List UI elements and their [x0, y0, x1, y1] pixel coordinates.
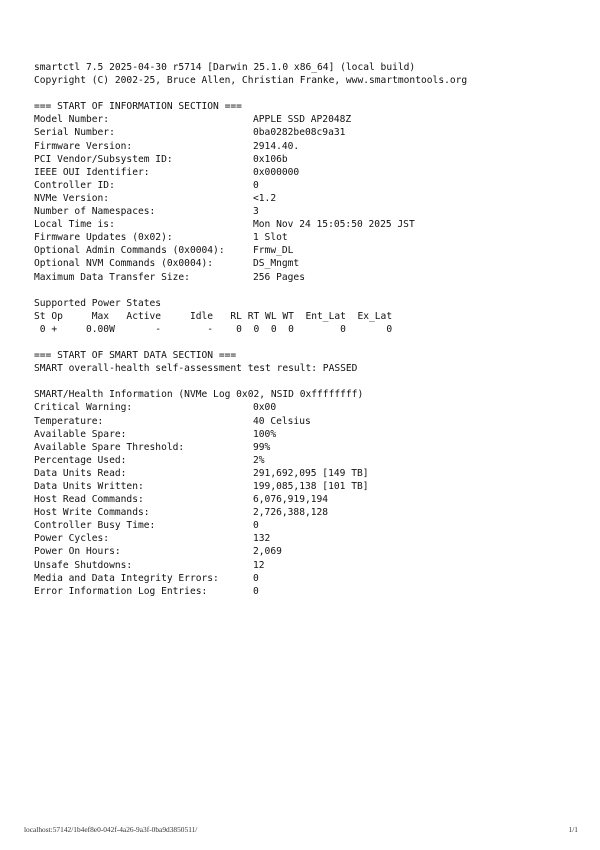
field-value: 40 Celsius [253, 415, 311, 427]
info-field [34, 113, 594, 126]
field-key: Host Read Commands: [34, 494, 144, 506]
info-field [34, 271, 594, 284]
smart-field [34, 585, 594, 598]
smart-field [34, 415, 594, 428]
field-value: 291,692,095 [149 TB] [253, 467, 369, 479]
field-key: Optional Admin Commands (0x0004): [34, 245, 225, 257]
field-value: 199,085,138 [101 TB] [253, 481, 369, 492]
field-key: Media and Data Integrity Errors: [34, 572, 219, 584]
spacer [34, 284, 594, 297]
smart-health-fields [34, 401, 594, 597]
smart-overall-result: SMART overall-health self-assessment test result: PASSED [34, 363, 358, 375]
info-field [34, 140, 594, 153]
smart-field [34, 480, 594, 493]
smart-field [34, 493, 594, 506]
field-value: Mon Nov 24 15:05:50 2025 JST [253, 219, 415, 231]
field-value: 0x000000 [253, 166, 300, 178]
field-key: Optional NVM Commands (0x0004): [34, 258, 214, 270]
spacer [34, 375, 594, 388]
smart-field [34, 519, 594, 532]
field-value: Frmw_DL [253, 245, 294, 257]
field-value: 0ba0282be08c9a31 [253, 127, 346, 139]
field-key: Available Spare Threshold: [34, 441, 185, 453]
field-value: 3 [253, 206, 259, 218]
field-key: Firmware Updates (0x02): [34, 232, 173, 244]
info-section-title: === START OF INFORMATION SECTION === [34, 101, 242, 113]
field-key: Temperature: [34, 415, 104, 427]
info-field [34, 192, 594, 205]
info-field [34, 126, 594, 139]
field-value: 0 [253, 572, 259, 584]
info-field [34, 244, 594, 257]
field-value: 12 [253, 559, 265, 571]
power-states-data-row: 0 + 0.00W - - 0 0 0 0 0 0 [34, 323, 393, 335]
smart-field [34, 467, 594, 480]
field-key: Critical Warning: [34, 402, 133, 414]
field-key: Available Spare: [34, 428, 127, 440]
smart-field [34, 545, 594, 558]
field-key: Percentage Used: [34, 454, 127, 466]
smart-health-title: SMART/Health Information (NVMe Log 0x02, NSID 0xffffffff) [34, 389, 364, 401]
field-key: Controller Busy Time: [34, 520, 156, 532]
field-key: NVMe Version: [34, 192, 110, 204]
field-key: Model Number: [34, 114, 110, 126]
field-value: 2% [253, 454, 265, 466]
power-states-title: Supported Power States [34, 297, 162, 309]
smart-field [34, 532, 594, 545]
field-value: 6,076,919,194 [253, 494, 329, 506]
footer-page-number: 1/1 [568, 825, 578, 834]
field-key: Firmware Version: [34, 140, 133, 152]
smart-field [34, 401, 594, 414]
field-key: Unsafe Shutdowns: [34, 559, 133, 571]
field-value: 256 Pages [253, 271, 305, 283]
field-value: <1.2 [253, 192, 277, 204]
field-value: 2,069 [253, 546, 282, 558]
info-field [34, 218, 594, 231]
field-value: 0 [253, 585, 259, 597]
field-key: Power Cycles: [34, 533, 110, 545]
info-field [34, 166, 594, 179]
field-key: Power On Hours: [34, 546, 121, 558]
field-key: Error Information Log Entries: [34, 585, 208, 597]
field-key: IEEE OUI Identifier: [34, 166, 150, 178]
field-key: Controller ID: [34, 179, 115, 191]
field-key: Serial Number: [34, 127, 115, 139]
field-value: 99% [253, 441, 271, 453]
field-key: Data Units Read: [34, 467, 127, 479]
info-field [34, 153, 594, 166]
field-value: 0 [253, 179, 259, 191]
smart-section-title: === START OF SMART DATA SECTION === [34, 350, 237, 362]
power-states-header-row: St Op Max Active Idle RL RT WL WT Ent_Lat Ex_Lat [34, 310, 393, 322]
field-key: Host Write Commands: [34, 507, 150, 519]
field-key: Maximum Data Transfer Size: [34, 271, 190, 283]
field-key: PCI Vendor/Subsystem ID: [34, 153, 173, 165]
footer-url: localhost:57142/1b4ef8e0-042f-4a26-9a3f-0ba9d3850511/ [24, 825, 198, 834]
smart-field [34, 506, 594, 519]
field-value: 0x106b [253, 153, 288, 165]
smart-field [34, 559, 594, 572]
field-key: Data Units Written: [34, 481, 144, 492]
smart-field [34, 428, 594, 441]
header-copyright-line: Copyright (C) 2002-25, Bruce Allen, Christian Franke, www.smartmontools.org [34, 75, 468, 87]
spacer [34, 336, 594, 349]
field-value: DS_Mngmt [253, 258, 300, 270]
field-value: 132 [253, 533, 271, 545]
field-value: 0x00 [253, 402, 277, 414]
field-value: 2914.40. [253, 140, 300, 152]
info-field [34, 257, 594, 270]
info-field [34, 179, 594, 192]
info-section-fields [34, 113, 594, 283]
field-value: 1 Slot [253, 232, 288, 244]
info-field [34, 205, 594, 218]
field-value: 2,726,388,128 [253, 507, 329, 519]
smartctl-output [34, 61, 594, 598]
smart-field [34, 441, 594, 454]
field-key: Local Time is: [34, 219, 115, 231]
field-value: APPLE SSD AP2048Z [253, 114, 352, 126]
smart-field [34, 572, 594, 585]
field-key: Number of Namespaces: [34, 206, 156, 218]
smart-field [34, 454, 594, 467]
print-footer [24, 825, 578, 834]
info-field [34, 231, 594, 244]
spacer [34, 87, 594, 100]
field-value: 100% [253, 428, 277, 440]
field-value: 0 [253, 520, 259, 532]
header-version-line: smartctl 7.5 2025-04-30 r5714 [Darwin 25.1.0 x86_64] (local build) [34, 62, 416, 73]
